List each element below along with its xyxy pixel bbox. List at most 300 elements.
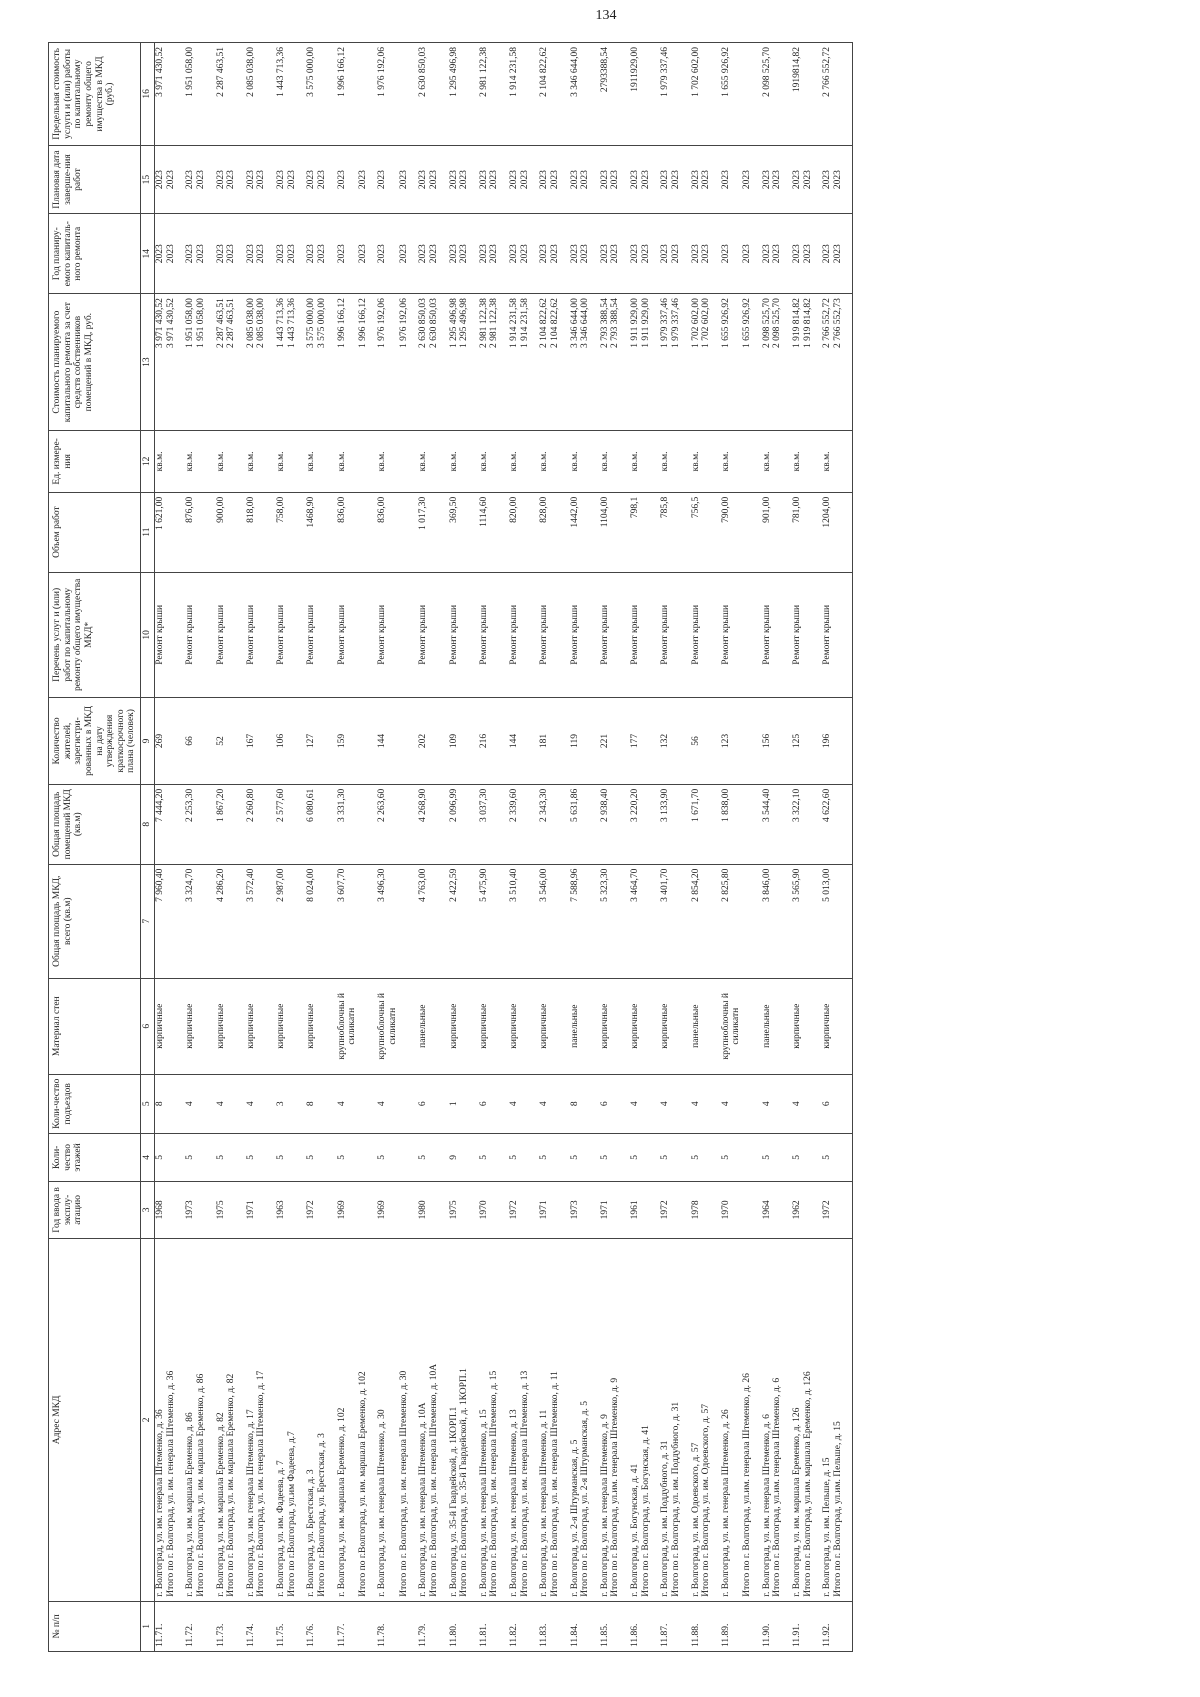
table-cell — [772, 1601, 783, 1651]
spacer-cell — [591, 978, 600, 1074]
table-cell — [833, 1181, 844, 1238]
table-cell: 2023 — [792, 145, 803, 213]
spacer-cell — [753, 698, 762, 785]
table-cell — [641, 784, 652, 864]
table-cell — [226, 698, 237, 785]
table-cell: 2023 — [337, 145, 358, 213]
table-cell: 2023 — [449, 214, 460, 294]
table-cell: 3 133,90 — [660, 784, 671, 864]
spacer-cell — [297, 1074, 306, 1133]
table-cell: 2 339,60 — [509, 784, 520, 864]
table-cell — [196, 1133, 207, 1181]
table-cell: 2023 — [216, 145, 227, 213]
table-cell: 2 096,99 — [449, 784, 460, 864]
spacer-cell — [176, 1601, 185, 1651]
row-spacer — [267, 43, 276, 1652]
table-cell — [671, 1074, 682, 1133]
table-cell — [489, 864, 500, 978]
table-cell: 1 976 192,06 — [399, 294, 410, 431]
table-cell — [772, 572, 783, 698]
table-cell: 1971 — [600, 1181, 611, 1238]
table-cell: Итого по г. Волгоград, ул. Богунская, д. 41 — [641, 1238, 652, 1601]
table-cell: 818,00 — [246, 492, 257, 572]
table-row-total — [317, 43, 328, 1652]
spacer-cell — [470, 145, 479, 213]
table-cell: г. Волгоград, ул. им. маршала Еременко, д. 126 — [792, 1238, 803, 1601]
spacer-cell — [561, 145, 570, 213]
table-cell — [429, 864, 440, 978]
spacer-cell — [328, 431, 337, 493]
spacer-cell — [207, 698, 216, 785]
table-cell: Итого по г. Волгоград, ул.им. генерала Штеменко, д. 9 — [610, 1238, 621, 1601]
table-cell: 2023 — [337, 214, 358, 294]
spacer-cell — [207, 492, 216, 572]
table-cell: 5 — [185, 1133, 196, 1181]
table-cell: 3 — [276, 1074, 287, 1133]
table-cell: Итого по г. Волгоград, ул.им. маршала Еременко, д. 126 — [803, 1238, 814, 1601]
table-cell: 11.88. — [691, 1601, 702, 1651]
spacer-cell — [813, 1601, 822, 1651]
spacer-cell — [621, 145, 630, 213]
table-cell — [399, 978, 410, 1074]
spacer-cell — [500, 1601, 509, 1651]
spacer-cell — [409, 294, 418, 431]
table-cell: 2023 — [550, 145, 561, 213]
table-cell — [358, 43, 369, 146]
spacer-cell — [440, 978, 449, 1074]
spacer-cell — [813, 1133, 822, 1181]
table-cell: г. Волгоград, ул. 35-й Гвардейской, д. 1КОРП.1 — [449, 1238, 460, 1601]
table-cell: 11.92. — [822, 1601, 833, 1651]
table-cell: Итого по г. Волгоград, ул. им. маршала Еременко, д. 82 — [226, 1238, 237, 1601]
spacer-cell — [591, 572, 600, 698]
spacer-cell — [682, 1238, 691, 1601]
table-cell — [671, 698, 682, 785]
table-cell — [550, 1601, 561, 1651]
table-cell: кв.м. — [792, 431, 803, 493]
table-cell: 2023 — [701, 214, 712, 294]
table-cell — [429, 572, 440, 698]
spacer-cell — [500, 864, 509, 978]
table-cell — [196, 698, 207, 785]
spacer-cell — [328, 698, 337, 785]
table-cell: кирпичные — [216, 978, 227, 1074]
spacer-cell — [591, 1181, 600, 1238]
table-cell — [701, 1601, 712, 1651]
spacer-cell — [682, 294, 691, 431]
spacer-cell — [267, 978, 276, 1074]
table-cell: 1 979 337,46 — [671, 294, 682, 431]
table-cell — [610, 43, 621, 146]
table-cell: 2023 — [287, 214, 298, 294]
table-cell — [317, 492, 328, 572]
table-cell — [317, 1074, 328, 1133]
spacer-cell — [530, 978, 539, 1074]
spacer-cell — [440, 864, 449, 978]
header-cell: Плановая дата заверше-ния работ — [49, 145, 141, 213]
table-cell — [287, 431, 298, 493]
table-cell: 1 976 192,06 — [377, 43, 398, 146]
row-spacer — [470, 43, 479, 1652]
spacer-cell — [621, 978, 630, 1074]
spacer-cell — [783, 1133, 792, 1181]
table-cell — [166, 978, 177, 1074]
table-cell: г. Волгоград, ул. им. генерала Штеменко, д. 17 — [246, 1238, 257, 1601]
table-cell — [399, 492, 410, 572]
spacer-cell — [237, 698, 246, 785]
spacer-cell — [440, 572, 449, 698]
spacer-cell — [753, 864, 762, 978]
spacer-cell — [297, 214, 306, 294]
table-cell — [489, 1074, 500, 1133]
table-cell — [803, 572, 814, 698]
table-cell: 4 622,60 — [822, 784, 833, 864]
table-cell: 2023 — [742, 145, 753, 213]
spacer-cell — [237, 1238, 246, 1601]
table-cell: 2023 — [226, 214, 237, 294]
table-cell: 2023 — [660, 214, 671, 294]
spacer-cell — [651, 1133, 660, 1181]
spacer-cell — [813, 43, 822, 146]
table-cell — [550, 572, 561, 698]
spacer-cell — [591, 1601, 600, 1651]
table-cell: 11.91. — [792, 1601, 803, 1651]
table-cell — [742, 43, 753, 146]
spacer-cell — [368, 43, 377, 146]
spacer-cell — [530, 1601, 539, 1651]
table-cell — [550, 864, 561, 978]
row-spacer — [682, 43, 691, 1652]
table-cell: Итого по г. Волгоград, ул. им. генерала Штеменко, д. 36 — [166, 1238, 177, 1601]
table-cell: 876,00 — [185, 492, 196, 572]
table-cell: 127 — [306, 698, 317, 785]
table-cell — [226, 1133, 237, 1181]
spacer-cell — [783, 431, 792, 493]
table-cell — [833, 864, 844, 978]
table-cell: 3 565,90 — [792, 864, 803, 978]
table-cell — [226, 1181, 237, 1238]
table-cell — [459, 864, 470, 978]
table-cell — [399, 698, 410, 785]
table-cell — [317, 572, 328, 698]
table-cell — [196, 492, 207, 572]
table-cell — [520, 431, 531, 493]
table-cell: 2023 — [317, 145, 328, 213]
table-cell: 1 911 929,00 — [641, 294, 652, 431]
table-cell: 1970 — [479, 1181, 490, 1238]
table-cell: 1 951 058,00 — [196, 294, 207, 431]
spacer-cell — [267, 43, 276, 146]
table-cell — [196, 864, 207, 978]
table-cell: 1 655 926,92 — [721, 294, 742, 431]
table-cell: 2023 — [246, 214, 257, 294]
table-cell: 2023 — [166, 145, 177, 213]
table-cell — [358, 492, 369, 572]
table-cell: Ремонт крыши — [155, 572, 166, 698]
table-cell: 56 — [691, 698, 702, 785]
table-cell: 3 346 644,00 — [570, 294, 581, 431]
table-cell — [399, 1181, 410, 1238]
table-cell: 1 951 058,00 — [185, 294, 196, 431]
table-cell — [550, 492, 561, 572]
table-cell: кв.м. — [822, 431, 833, 493]
table-cell — [550, 784, 561, 864]
table-row — [539, 43, 550, 1652]
table-cell: 2023 — [246, 145, 257, 213]
spacer-cell — [813, 492, 822, 572]
table-cell — [520, 1074, 531, 1133]
table-cell: панельные — [691, 978, 702, 1074]
table-cell — [580, 784, 591, 864]
spacer-cell — [753, 43, 762, 146]
table-cell: 3 510,40 — [509, 864, 520, 978]
table-cell — [520, 864, 531, 978]
table-cell: 6 080,61 — [306, 784, 317, 864]
table-cell: 11.87. — [660, 1601, 671, 1651]
table-cell — [580, 43, 591, 146]
spacer-cell — [297, 572, 306, 698]
table-cell: 1114,60 — [479, 492, 490, 572]
spacer-cell — [267, 1074, 276, 1133]
table-cell: 2 981 122,38 — [479, 294, 490, 431]
table-cell — [317, 431, 328, 493]
spacer-cell — [843, 43, 852, 146]
table-cell — [833, 784, 844, 864]
table-cell: 2023 — [721, 214, 742, 294]
spacer-cell — [682, 145, 691, 213]
spacer-cell — [530, 214, 539, 294]
table-cell — [256, 784, 267, 864]
spacer-cell — [621, 1601, 630, 1651]
table-cell — [287, 784, 298, 864]
spacer-cell — [843, 214, 852, 294]
table-cell: 52 — [216, 698, 227, 785]
spacer-cell — [530, 1238, 539, 1601]
table-cell: 1 996 166,12 — [337, 294, 358, 431]
table-cell: 1971 — [246, 1181, 257, 1238]
spacer-cell — [328, 572, 337, 698]
spacer-cell — [368, 1133, 377, 1181]
table-cell: 2 854,20 — [691, 864, 702, 978]
column-number: 13 — [141, 294, 155, 431]
table-cell — [772, 1074, 783, 1133]
table-cell — [803, 784, 814, 864]
table-cell: 6 — [600, 1074, 611, 1133]
table-cell: 5 — [792, 1133, 803, 1181]
table-cell: Итого по г. Волгоград, ул. им. генерала Штеменко, д. 11 — [550, 1238, 561, 1601]
table-cell — [399, 1133, 410, 1181]
table-cell: 106 — [276, 698, 287, 785]
table-row-total — [580, 43, 591, 1652]
table-cell: 167 — [246, 698, 257, 785]
table-body — [155, 43, 853, 1652]
table-cell — [671, 1601, 682, 1651]
table-cell: 11.74. — [246, 1601, 257, 1651]
spacer-cell — [621, 572, 630, 698]
table-cell: 3 572,40 — [246, 864, 257, 978]
spacer-cell — [712, 1181, 721, 1238]
table-cell: Итого по г. Волгоград, ул. им. генерала Штеменко, д. 10А — [429, 1238, 440, 1601]
spacer-cell — [813, 214, 822, 294]
table-cell: 2 104 822,62 — [539, 294, 550, 431]
table-cell: 1204,00 — [822, 492, 833, 572]
spacer-cell — [176, 145, 185, 213]
spacer-cell — [176, 864, 185, 978]
spacer-cell — [176, 978, 185, 1074]
table-cell: 2 085 038,00 — [246, 43, 257, 146]
table-cell — [399, 1074, 410, 1133]
table-row-total — [256, 43, 267, 1652]
table-cell: 2023 — [600, 145, 611, 213]
table-cell — [833, 431, 844, 493]
table-cell — [641, 43, 652, 146]
spacer-cell — [176, 1074, 185, 1133]
table-cell: 1 702 602,00 — [691, 294, 702, 431]
table-cell: г. Волгоград, ул. им. генерала Штеменко, д. 9 — [600, 1238, 611, 1601]
spacer-cell — [651, 214, 660, 294]
spacer-cell — [500, 1238, 509, 1601]
table-cell: 3 496,30 — [377, 864, 398, 978]
spacer-cell — [813, 978, 822, 1074]
spacer-cell — [753, 572, 762, 698]
table-cell — [580, 1074, 591, 1133]
spacer-cell — [328, 784, 337, 864]
spacer-cell — [176, 1181, 185, 1238]
table-cell — [256, 698, 267, 785]
page-number: 134 — [595, 8, 617, 23]
spacer-cell — [368, 1601, 377, 1651]
spacer-cell — [783, 1181, 792, 1238]
table-cell: 11.75. — [276, 1601, 287, 1651]
spacer-cell — [783, 294, 792, 431]
table-cell: 1964 — [762, 1181, 773, 1238]
table-cell: 2 825,80 — [721, 864, 742, 978]
table-cell — [256, 431, 267, 493]
spacer-cell — [297, 1181, 306, 1238]
table-cell — [226, 978, 237, 1074]
table-cell — [580, 1133, 591, 1181]
table-cell — [803, 978, 814, 1074]
spacer-cell — [561, 864, 570, 978]
spacer-cell — [530, 145, 539, 213]
table-row-total — [671, 43, 682, 1652]
header-cell: Коли-чество подъездов — [49, 1074, 141, 1133]
spacer-cell — [682, 784, 691, 864]
table-row-total — [429, 43, 440, 1652]
table-cell: 5 — [216, 1133, 227, 1181]
table-cell — [580, 864, 591, 978]
table-row-total — [399, 43, 410, 1652]
table-cell: 2023 — [276, 145, 287, 213]
table-cell: 4 — [792, 1074, 803, 1133]
spacer-cell — [682, 1181, 691, 1238]
table-cell: Ремонт крыши — [479, 572, 490, 698]
spacer-cell — [470, 572, 479, 698]
table-cell: 1969 — [337, 1181, 358, 1238]
table-cell: 2023 — [520, 145, 531, 213]
spacer-cell — [651, 978, 660, 1074]
table-cell: 2 098 525,70 — [762, 294, 773, 431]
table-cell — [701, 43, 712, 146]
table-row — [276, 43, 287, 1652]
spacer-cell — [237, 1074, 246, 1133]
table-cell: 5 — [155, 1133, 166, 1181]
table-cell: 2023 — [641, 214, 652, 294]
table-cell: 3 971 430,52 — [155, 43, 166, 146]
spacer-cell — [591, 1133, 600, 1181]
table-row-total — [550, 43, 561, 1652]
spacer-cell — [237, 572, 246, 698]
column-number-row — [141, 43, 155, 1652]
spacer-cell — [813, 698, 822, 785]
spacer-cell — [712, 431, 721, 493]
table-cell — [166, 1601, 177, 1651]
table-cell: кв.м. — [449, 431, 460, 493]
table-cell: 790,00 — [721, 492, 742, 572]
table-cell: крупноблочны й силикатн — [377, 978, 398, 1074]
table-cell — [671, 1181, 682, 1238]
spacer-cell — [561, 1074, 570, 1133]
spacer-cell — [440, 43, 449, 146]
table-cell: 1972 — [306, 1181, 317, 1238]
table-cell: 4 — [509, 1074, 520, 1133]
table-cell: 2023 — [418, 145, 429, 213]
table-cell — [772, 864, 783, 978]
table-cell: Итого по г. Волгоград, ул. им. генерала Штеменко, д. 17 — [256, 1238, 267, 1601]
table-cell: 5 631,86 — [570, 784, 581, 864]
table-cell — [358, 572, 369, 698]
table-cell — [429, 1181, 440, 1238]
table-cell: 2023 — [822, 214, 833, 294]
table-cell — [641, 1181, 652, 1238]
table-cell — [520, 784, 531, 864]
spacer-cell — [712, 978, 721, 1074]
table-cell: 4 — [377, 1074, 398, 1133]
table-cell: г. Волгоград, ул. им. Фадеева, д. 7 — [276, 1238, 287, 1601]
table-cell: 66 — [185, 698, 196, 785]
table-cell: кв.м. — [721, 431, 742, 493]
table-cell: 2023 — [399, 145, 410, 213]
table-cell: Итого по г.Волгоград, ул.им Фадеева, д.7 — [287, 1238, 298, 1601]
table-cell: 2023 — [399, 214, 410, 294]
table-cell: 1 951 058,00 — [185, 43, 196, 146]
table-cell — [520, 1601, 531, 1651]
table-cell: 5 — [418, 1133, 429, 1181]
spacer-cell — [712, 864, 721, 978]
column-number: 4 — [141, 1133, 155, 1181]
table-cell — [166, 1074, 177, 1133]
spacer-cell — [621, 1238, 630, 1601]
table-cell — [226, 1601, 237, 1651]
table-cell: 11.86. — [630, 1601, 641, 1651]
table-cell — [429, 978, 440, 1074]
table-cell: 1 443 713,36 — [287, 294, 298, 431]
spacer-cell — [651, 431, 660, 493]
table-cell: 2023 — [429, 214, 440, 294]
spacer-cell — [753, 1181, 762, 1238]
table-cell — [358, 864, 369, 978]
table-cell: 4 — [185, 1074, 196, 1133]
table-cell: г. Волгоград, ул. им. маршала Еременко, д. 102 — [337, 1238, 358, 1601]
table-cell: г. Волгоград, ул. им. генерала Штеменко, д. 30 — [377, 1238, 398, 1601]
table-cell — [317, 698, 328, 785]
spacer-cell — [843, 492, 852, 572]
spacer-cell — [176, 214, 185, 294]
table-cell — [459, 1601, 470, 1651]
spacer-cell — [530, 1133, 539, 1181]
table-cell — [317, 1181, 328, 1238]
spacer-cell — [753, 784, 762, 864]
